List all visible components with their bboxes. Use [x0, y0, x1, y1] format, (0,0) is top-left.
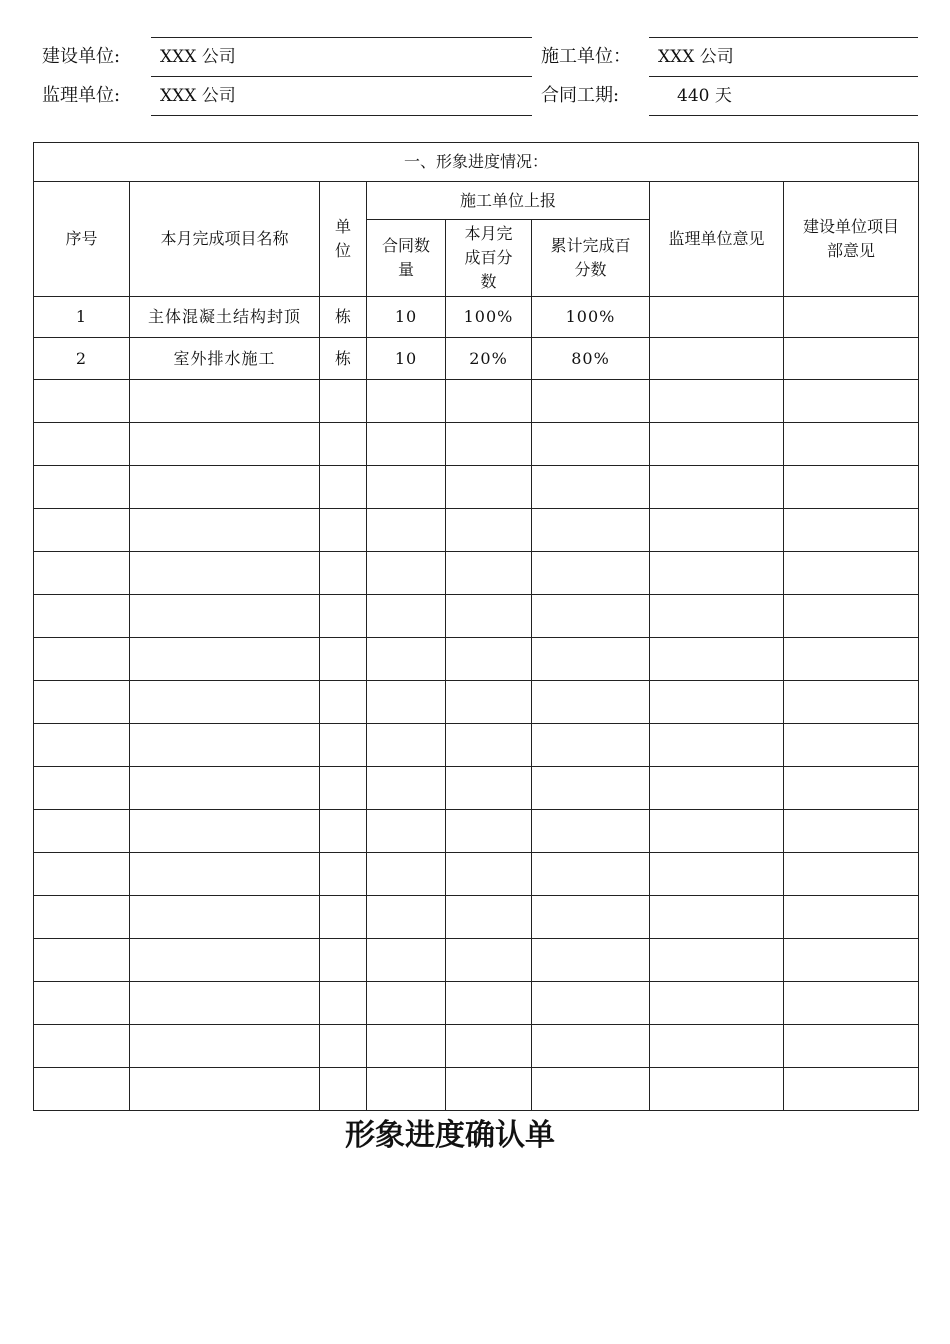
cell-owner [784, 338, 919, 380]
empty-cell [367, 595, 446, 638]
empty-cell [446, 724, 532, 767]
empty-cell [650, 638, 784, 681]
empty-cell [34, 767, 130, 810]
empty-cell [367, 853, 446, 896]
empty-cell [650, 552, 784, 595]
empty-cell [784, 1025, 919, 1068]
empty-cell [784, 982, 919, 1025]
divider-line [151, 37, 532, 38]
empty-cell [650, 423, 784, 466]
cell-month-pct: 20% [446, 338, 532, 380]
empty-cell [532, 681, 650, 724]
owner-label: 建设单位: [42, 46, 121, 67]
empty-cell [784, 423, 919, 466]
empty-cell [650, 896, 784, 939]
period-value: 440 天 [677, 86, 732, 106]
table-row-empty [34, 767, 919, 810]
empty-cell [532, 466, 650, 509]
empty-cell [446, 939, 532, 982]
col-header-month-pct: 本月完 成百分 数 [446, 220, 532, 297]
empty-cell [532, 767, 650, 810]
cell-seq: 1 [34, 297, 130, 338]
empty-cell [784, 853, 919, 896]
empty-cell [367, 509, 446, 552]
empty-cell [784, 595, 919, 638]
empty-cell [784, 509, 919, 552]
empty-cell [320, 509, 367, 552]
empty-cell [367, 724, 446, 767]
empty-cell [446, 595, 532, 638]
empty-cell [130, 509, 320, 552]
empty-cell [34, 466, 130, 509]
empty-cell [446, 982, 532, 1025]
owner-value: XXX 公司 [160, 47, 236, 67]
empty-cell [532, 552, 650, 595]
cell-unit: 栋 [320, 338, 367, 380]
empty-cell [130, 638, 320, 681]
table-row-empty [34, 724, 919, 767]
empty-cell [532, 638, 650, 681]
empty-cell [650, 681, 784, 724]
empty-cell [34, 982, 130, 1025]
empty-cell [130, 853, 320, 896]
table-row-empty [34, 896, 919, 939]
cell-supervisor [650, 338, 784, 380]
table-row-empty [34, 810, 919, 853]
empty-cell [784, 681, 919, 724]
empty-cell [367, 939, 446, 982]
empty-cell [446, 810, 532, 853]
empty-cell [650, 810, 784, 853]
cell-item: 室外排水施工 [130, 338, 320, 380]
empty-cell [650, 1068, 784, 1111]
table-row-empty [34, 466, 919, 509]
empty-cell [367, 810, 446, 853]
empty-cell [650, 509, 784, 552]
empty-cell [320, 767, 367, 810]
supervisor-value: XXX 公司 [160, 86, 236, 106]
divider-line [649, 37, 918, 38]
empty-cell [532, 1025, 650, 1068]
empty-cell [320, 552, 367, 595]
table-row-empty [34, 595, 919, 638]
empty-cell [34, 423, 130, 466]
empty-cell [446, 681, 532, 724]
empty-cell [367, 767, 446, 810]
table-row-empty [34, 681, 919, 724]
empty-cell [650, 380, 784, 423]
empty-cell [446, 767, 532, 810]
empty-cell [367, 423, 446, 466]
supervisor-label: 监理单位: [42, 85, 121, 106]
empty-cell [446, 380, 532, 423]
cell-cum-pct: 80% [532, 338, 650, 380]
empty-cell [34, 1025, 130, 1068]
empty-cell [320, 595, 367, 638]
empty-cell [784, 380, 919, 423]
empty-cell [130, 1068, 320, 1111]
empty-cell [532, 1068, 650, 1111]
empty-cell [320, 423, 367, 466]
empty-cell [650, 982, 784, 1025]
col-header-contract-qty: 合同数 量 [367, 220, 446, 297]
empty-cell [367, 896, 446, 939]
empty-cell [532, 595, 650, 638]
table-row-empty [34, 1025, 919, 1068]
empty-cell [784, 552, 919, 595]
empty-cell [446, 1025, 532, 1068]
empty-cell [650, 1025, 784, 1068]
table-row-empty [34, 423, 919, 466]
table-row-empty [34, 380, 919, 423]
empty-cell [130, 423, 320, 466]
empty-cell [130, 681, 320, 724]
empty-cell [784, 638, 919, 681]
table-row [34, 338, 919, 380]
empty-cell [784, 896, 919, 939]
empty-cell [34, 595, 130, 638]
table-row-empty [34, 982, 919, 1025]
col-header-owner: 建设单位项目 部意见 [784, 182, 919, 297]
cell-cum-pct: 100% [532, 297, 650, 338]
col-header-unit: 单 位 [320, 182, 367, 297]
divider-line [649, 76, 918, 77]
empty-cell [34, 509, 130, 552]
col-header-cum-pct: 累计完成百 分数 [532, 220, 650, 297]
empty-cell [34, 939, 130, 982]
empty-cell [532, 810, 650, 853]
empty-cell [320, 939, 367, 982]
empty-cell [34, 896, 130, 939]
empty-cell [446, 509, 532, 552]
empty-cell [650, 466, 784, 509]
cell-owner [784, 297, 919, 338]
empty-cell [532, 939, 650, 982]
cell-qty: 10 [367, 338, 446, 380]
empty-cell [34, 380, 130, 423]
table-row-empty [34, 1068, 919, 1111]
section-title: 一、形象进度情况： [34, 143, 919, 182]
empty-cell [446, 638, 532, 681]
progress-table [33, 142, 919, 1111]
empty-cell [784, 724, 919, 767]
empty-cell [784, 466, 919, 509]
empty-cell [130, 767, 320, 810]
empty-cell [130, 724, 320, 767]
empty-cell [650, 595, 784, 638]
empty-cell [446, 1068, 532, 1111]
empty-cell [446, 423, 532, 466]
empty-cell [367, 552, 446, 595]
document-title: 形象进度确认单 [345, 1118, 555, 1153]
empty-cell [320, 681, 367, 724]
contractor-label: 施工单位： [541, 46, 631, 67]
empty-cell [532, 724, 650, 767]
divider-line [151, 115, 532, 116]
empty-cell [130, 466, 320, 509]
empty-cell [650, 853, 784, 896]
empty-cell [34, 681, 130, 724]
period-label: 合同工期: [541, 85, 620, 106]
empty-cell [34, 1068, 130, 1111]
table-row [34, 297, 919, 338]
empty-cell [367, 681, 446, 724]
empty-cell [446, 853, 532, 896]
cell-unit: 栋 [320, 297, 367, 338]
empty-cell [34, 552, 130, 595]
empty-cell [320, 1025, 367, 1068]
empty-cell [320, 896, 367, 939]
empty-cell [532, 423, 650, 466]
empty-cell [320, 1068, 367, 1111]
empty-cell [130, 810, 320, 853]
empty-cell [532, 380, 650, 423]
empty-cell [320, 380, 367, 423]
empty-cell [532, 896, 650, 939]
divider-line [151, 76, 532, 77]
cell-item: 主体混凝土结构封顶 [130, 297, 320, 338]
empty-cell [320, 724, 367, 767]
table-row-empty [34, 509, 919, 552]
empty-cell [446, 896, 532, 939]
empty-cell [784, 939, 919, 982]
empty-cell [367, 1068, 446, 1111]
cell-qty: 10 [367, 297, 446, 338]
empty-cell [367, 982, 446, 1025]
col-header-item: 本月完成项目名称 [130, 182, 320, 297]
contractor-value: XXX 公司 [658, 47, 734, 67]
table-row-empty [34, 853, 919, 896]
empty-cell [446, 552, 532, 595]
empty-cell [784, 810, 919, 853]
cell-supervisor [650, 297, 784, 338]
empty-cell [532, 982, 650, 1025]
empty-cell [784, 767, 919, 810]
table-row-empty [34, 552, 919, 595]
empty-cell [650, 724, 784, 767]
empty-cell [130, 896, 320, 939]
empty-cell [320, 853, 367, 896]
empty-cell [130, 939, 320, 982]
table-row-empty [34, 939, 919, 982]
empty-cell [650, 939, 784, 982]
cell-month-pct: 100% [446, 297, 532, 338]
empty-cell [532, 853, 650, 896]
empty-cell [130, 380, 320, 423]
empty-cell [367, 380, 446, 423]
cell-seq: 2 [34, 338, 130, 380]
col-header-supervisor: 监理单位意见 [650, 182, 784, 297]
empty-cell [130, 552, 320, 595]
empty-cell [367, 466, 446, 509]
group-header-contractor: 施工单位上报 [367, 182, 650, 220]
empty-cell [367, 638, 446, 681]
empty-cell [367, 1025, 446, 1068]
table-row-empty [34, 638, 919, 681]
col-header-seq: 序号 [34, 182, 130, 297]
empty-cell [320, 638, 367, 681]
empty-cell [650, 767, 784, 810]
empty-cell [34, 810, 130, 853]
divider-line [649, 115, 918, 116]
empty-cell [130, 1025, 320, 1068]
empty-cell [34, 853, 130, 896]
empty-cell [320, 982, 367, 1025]
empty-cell [34, 638, 130, 681]
empty-cell [320, 810, 367, 853]
empty-cell [130, 982, 320, 1025]
empty-cell [320, 466, 367, 509]
empty-cell [34, 724, 130, 767]
empty-cell [446, 466, 532, 509]
empty-cell [532, 509, 650, 552]
empty-cell [130, 595, 320, 638]
empty-cell [784, 1068, 919, 1111]
